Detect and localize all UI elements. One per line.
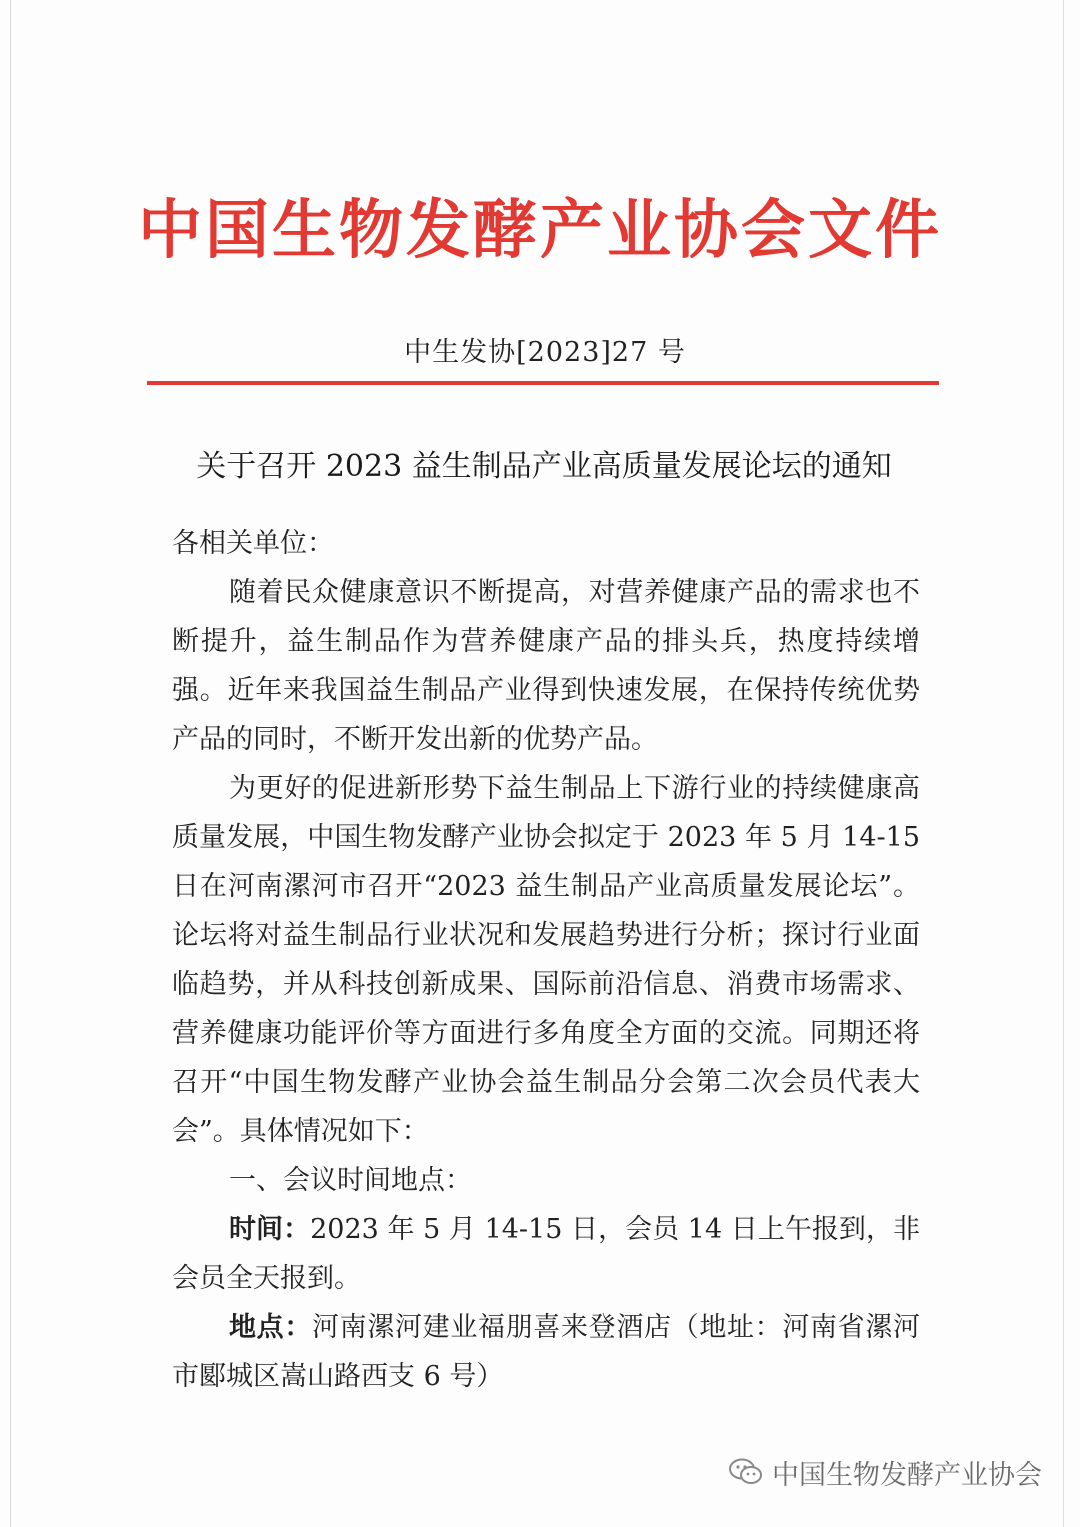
notice-title: 关于召开 2023 益生制品产业高质量发展论坛的通知 [196,449,892,484]
red-divider-line [147,381,939,385]
paragraph-intro: 随着民众健康意识不断提高，对营养健康产品的需求也不断提升，益生制品作为营养健康产品的排头兵，热度持续增强。近年来我国益生制品产业得到快速发展，在保持传统优势产品的同时，不断开发出新的优势产品。 [172,577,920,755]
org-header-title: 中国生物发酵产业协会文件 [138,194,942,268]
time-label: 时间： [229,1214,311,1245]
document-body [172,519,920,1401]
salutation: 各相关单位： [172,528,334,559]
wechat-icon [728,1457,764,1487]
section-heading-time-place: 一、会议时间地点： [229,1165,472,1196]
time-value: 2023 年 5 月 14-15 日，会员 14 日上午报到，非会员全天报到。 [172,1214,921,1294]
paragraph-forum: 为更好的促进新形势下益生制品上下游行业的持续健康高质量发展，中国生物发酵产业协会拟定于 2023 年 5 月 14-15 日在河南漯河市召开“2023 益生制品产业高质量发展论坛”。论坛将对益生制品行业状况和发展趋势进行分析；探讨行业面临趋势，并从科技创新成果、国际前沿信息、消费市场需求、营养健康功能评价等方面进行多角度全方面的交流。同期还将召开“中国生物发酵产业协会益生制品分会第二次会员代表大会”。具体情况如下： [172,773,920,1147]
place-value: 河南漯河建业福朋喜来登酒店（地址：河南省漯河市郾城区嵩山路西支 6 号） [172,1312,920,1392]
watermark-text: 中国生物发酵产业协会 [772,1459,1042,1491]
meeting-place [172,1303,920,1401]
place-label: 地点： [229,1312,312,1343]
document-number: 中生发协[2023]27 号 [404,337,686,368]
wechat-watermark [728,1452,1042,1492]
meeting-time [172,1205,920,1303]
